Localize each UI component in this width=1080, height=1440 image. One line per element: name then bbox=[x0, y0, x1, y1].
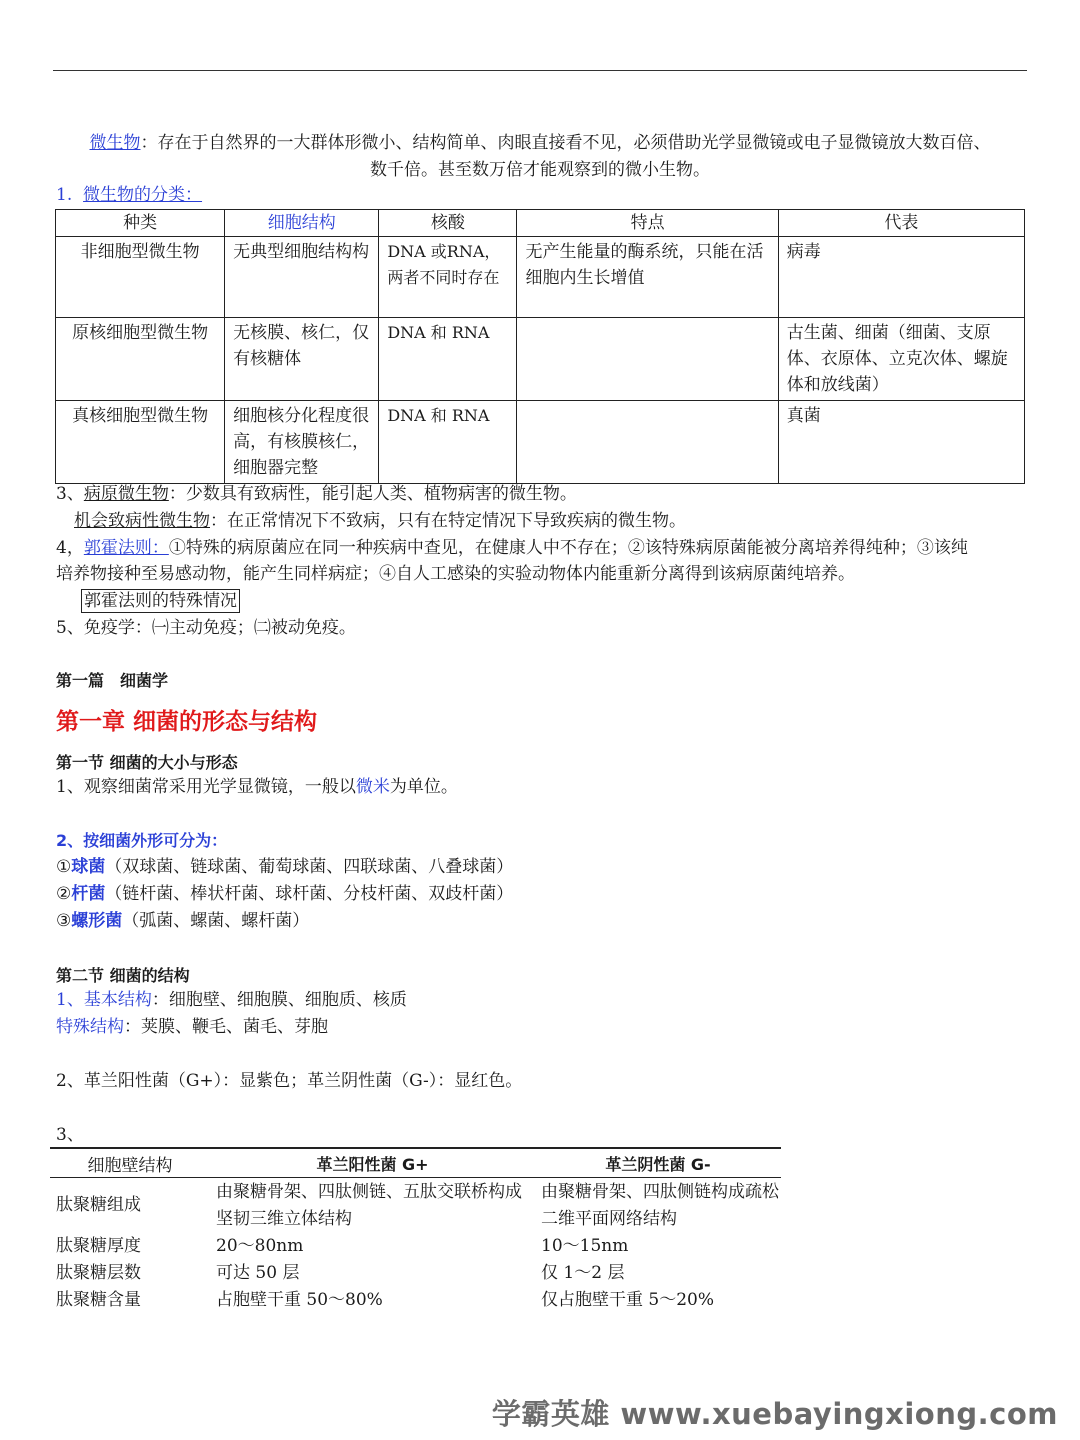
koch-special-box bbox=[81, 589, 240, 613]
list-item bbox=[56, 908, 1031, 934]
header-nucleic: 核酸 bbox=[379, 210, 517, 237]
shape-name: 球菌 bbox=[71, 857, 106, 877]
shape-mark: ③ bbox=[56, 911, 72, 931]
cell-structure: 无典型细胞结构构 bbox=[225, 237, 379, 318]
header-type: 种类 bbox=[56, 210, 225, 237]
cell-type: 真核细胞型微生物 bbox=[56, 401, 225, 484]
shape-detail: （链杆菌、棒状杆菌、球杆菌、分枝杆菌、双歧杆菌） bbox=[105, 884, 514, 904]
table-row bbox=[50, 1287, 781, 1314]
gram-cell-property: 肽聚糖厚度 bbox=[56, 1236, 141, 1256]
gram-cell-property: 肽聚糖含量 bbox=[56, 1290, 141, 1310]
shape-name: 杆菌 bbox=[71, 884, 106, 904]
basic-text: ：细胞壁、细胞膜、细胞质、核质 bbox=[151, 990, 407, 1010]
gram-cell-positive: 占胞壁干重 50～80% bbox=[216, 1290, 383, 1310]
special-label: 特殊结构 bbox=[56, 1017, 124, 1037]
table-row bbox=[56, 318, 1025, 401]
classification-title-link[interactable]: 微生物的分类： bbox=[83, 185, 203, 205]
intro-line1: ：存在于自然界的一大群体形微小、结构简单、肉眼直接看不见，必须借助光学显微镜或电子显微镜放大数百倍、 bbox=[140, 133, 991, 153]
gram-cell-positive: 20～80nm bbox=[216, 1236, 304, 1256]
size-text-before: 1、观察细菌常采用光学显微镜，一般以 bbox=[56, 777, 356, 797]
koch-line2: 培养物接种至易感动物，能产生同样病症；④自人工感染的实验动物体内能重新分离得到该病原菌纯培养。 bbox=[56, 564, 855, 584]
special-text: ：荚膜、鞭毛、菌毛、芽胞 bbox=[124, 1017, 328, 1037]
gram-comparison-table bbox=[50, 1147, 781, 1314]
cell-example: 真菌 bbox=[778, 401, 1024, 484]
gram-cell-positive: 可达 50 层 bbox=[216, 1263, 300, 1283]
gram-cell-negative: 仅占胞壁干重 5～20% bbox=[541, 1290, 715, 1310]
classification-number: 1. bbox=[56, 185, 73, 205]
shape-heading: 2、按细菌外形可分为： bbox=[56, 831, 228, 850]
header-rule bbox=[53, 70, 1027, 71]
cell-feature: 无产生能量的酶系统，只能在活细胞内生长增值 bbox=[517, 237, 778, 318]
special-structure-paragraph bbox=[56, 1014, 1031, 1040]
cell-structure: 无核膜、核仁，仅有核糖体 bbox=[225, 318, 379, 401]
part-title: 第一篇 细菌学 bbox=[56, 671, 169, 690]
pathogen-paragraph bbox=[56, 481, 1031, 507]
watermark: 学霸英雄 www.xuebayingxiong.com bbox=[491, 1397, 1058, 1431]
immunology-paragraph: 5、免疫学：㈠主动免疫；㈡被动免疫。 bbox=[56, 618, 356, 638]
micron-unit: 微米 bbox=[355, 777, 390, 797]
list-item bbox=[56, 854, 1031, 880]
item3-label: 3、 bbox=[56, 1125, 84, 1145]
classification-header-row bbox=[56, 210, 1025, 237]
cell-example: 古生菌、细菌（细菌、支原体、衣原体、立克次体、螺旋体和放线菌） bbox=[778, 318, 1024, 401]
cell-type: 原核细胞型微生物 bbox=[56, 318, 225, 401]
opportunistic-term: 机会致病性微生物 bbox=[74, 511, 210, 531]
item3-prefix: 3、 bbox=[56, 484, 84, 504]
pathogen-term: 病原微生物 bbox=[83, 484, 169, 504]
gram-cell-negative: 10～15nm bbox=[541, 1236, 629, 1256]
classification-heading bbox=[56, 183, 202, 207]
gram-header-positive: 革兰阳性菌 G+ bbox=[210, 1148, 535, 1178]
gram-cell-property: 肽聚糖层数 bbox=[56, 1263, 141, 1283]
koch-line1: ①特殊的病原菌应在同一种疾病中查见，在健康人中不存在；②该特殊病原菌能被分离培养得纯种；③该纯 bbox=[168, 538, 968, 558]
opportunistic-paragraph bbox=[74, 508, 1049, 534]
table-row bbox=[50, 1233, 781, 1260]
size-text-after: 为单位。 bbox=[389, 777, 458, 797]
microbe-term-link[interactable]: 微生物 bbox=[89, 133, 141, 153]
basic-structure-paragraph bbox=[56, 987, 1031, 1013]
section1-title: 第一节 细菌的大小与形态 bbox=[56, 753, 238, 772]
cell-type: 非细胞型微生物 bbox=[56, 237, 225, 318]
cell-nucleic: DNA 或RNA，两者不同时存在 bbox=[379, 237, 517, 318]
shape-detail: （弧菌、螺菌、螺杆菌） bbox=[122, 911, 310, 931]
gram-cell-positive: 由聚糖骨架、四肽侧链、五肽交联桥构成坚韧三维立体结构 bbox=[216, 1182, 522, 1229]
gram-header-negative: 革兰阴性菌 G- bbox=[535, 1148, 781, 1178]
pathogen-text: ：少数具有致病性，能引起人类、植物病害的微生物。 bbox=[168, 484, 577, 504]
table-row bbox=[50, 1178, 781, 1234]
gram-cell-negative: 仅 1～2 层 bbox=[541, 1263, 625, 1283]
cell-nucleic: DNA 和 RNA bbox=[379, 318, 517, 401]
gram-cell-negative: 由聚糖骨架、四肽侧链构成疏松二维平面网络结构 bbox=[541, 1182, 779, 1229]
koch-special-label: 郭霍法则的特殊情况 bbox=[81, 589, 240, 613]
cell-feature bbox=[517, 318, 778, 401]
shape-name: 螺形菌 bbox=[71, 911, 123, 931]
gram-header-row bbox=[50, 1148, 781, 1178]
header-example: 代表 bbox=[778, 210, 1024, 237]
table-row bbox=[56, 401, 1025, 484]
opportunistic-text: ：在正常情况下不致病，只有在特定情况下导致疾病的微生物。 bbox=[210, 511, 686, 531]
cell-nucleic: DNA 和 RNA bbox=[379, 401, 517, 484]
koch-term-link[interactable]: 郭霍法则： bbox=[83, 538, 169, 558]
list-item bbox=[56, 881, 1031, 907]
intro-paragraph bbox=[60, 130, 1020, 184]
koch-paragraph bbox=[56, 535, 1031, 587]
intro-line2: 数千倍。甚至数万倍才能观察到的微小生物。 bbox=[370, 160, 710, 180]
shape-mark: ① bbox=[56, 857, 72, 877]
section2-title: 第二节 细菌的结构 bbox=[56, 966, 190, 985]
gram-cell-property: 肽聚糖组成 bbox=[56, 1195, 141, 1215]
shape-detail: （双球菌、链球菌、葡萄球菌、四联球菌、八叠球菌） bbox=[105, 857, 514, 877]
shape-mark: ② bbox=[56, 884, 72, 904]
cell-feature bbox=[517, 401, 778, 484]
table-row bbox=[56, 237, 1025, 318]
basic-label: 1、基本结构 bbox=[56, 990, 152, 1010]
table-row bbox=[50, 1260, 781, 1287]
cell-structure: 细胞核分化程度很高，有核膜核仁，细胞器完整 bbox=[225, 401, 379, 484]
gram-stain-paragraph: 2、革兰阳性菌（G+）：显紫色；革兰阴性菌（G-）：显红色。 bbox=[56, 1071, 523, 1091]
header-feature: 特点 bbox=[517, 210, 778, 237]
header-structure: 细胞结构 bbox=[225, 210, 379, 237]
chapter-title: 第一章 细菌的形态与结构 bbox=[56, 709, 318, 735]
cell-example: 病毒 bbox=[778, 237, 1024, 318]
classification-table bbox=[55, 209, 1025, 484]
gram-header-structure: 细胞壁结构 bbox=[50, 1148, 210, 1178]
item4-prefix: 4， bbox=[56, 538, 84, 558]
size-paragraph bbox=[56, 774, 1031, 800]
